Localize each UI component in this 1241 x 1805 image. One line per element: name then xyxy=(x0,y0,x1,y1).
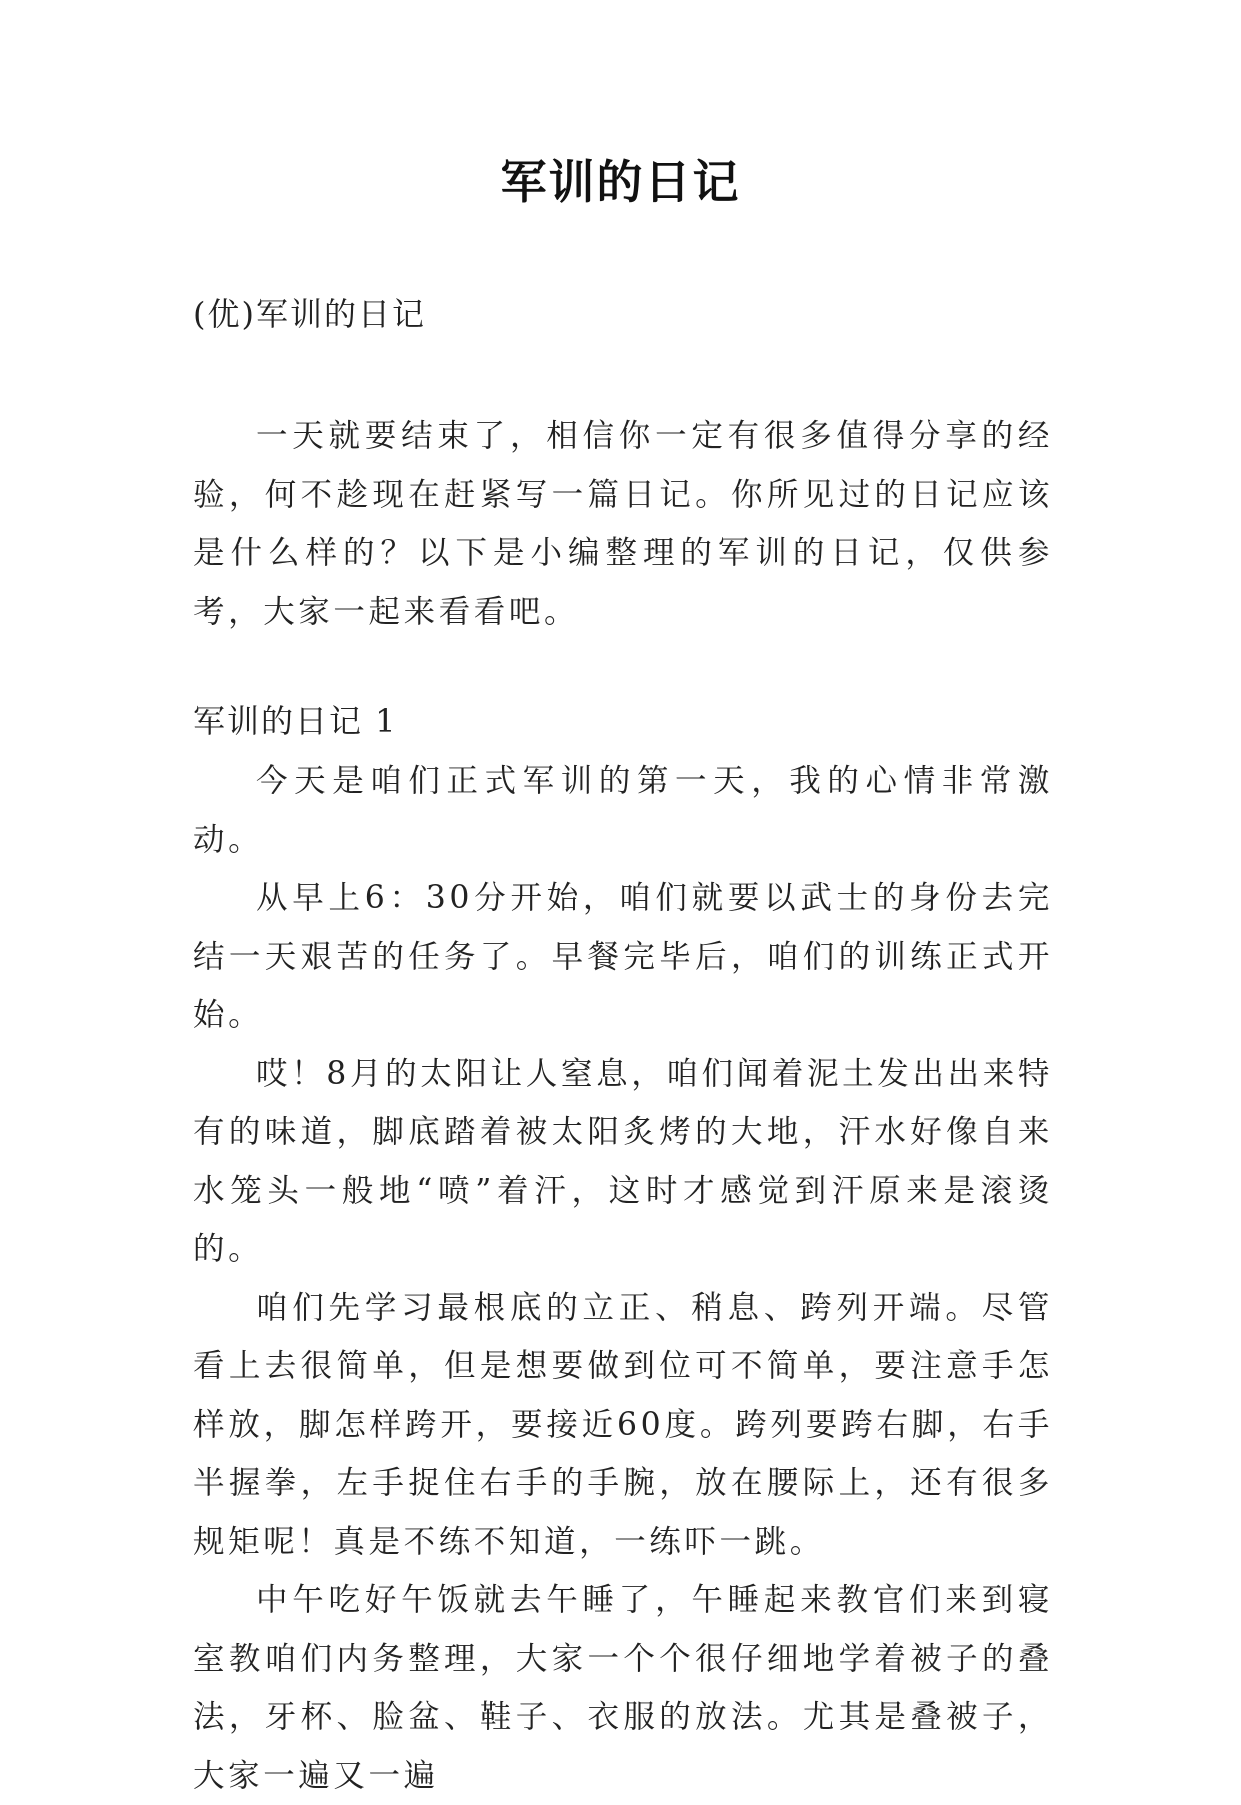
intro-paragraph: 一天就要结束了，相信你一定有很多值得分享的经验，何不趁现在赶紧写一篇日记。你所见过的日记应该是什么样的？以下是小编整理的军训的日记，仅供参考，大家一起来看看吧。 xyxy=(193,418,1053,630)
body-paragraph: 今天是咱们正式军训的第一天，我的心情非常激动。 xyxy=(193,763,1053,858)
intro-block xyxy=(193,407,1053,641)
section-title: 军训的日记 1 xyxy=(193,702,398,740)
body-paragraph: 哎！8月的太阳让人窒息，咱们闻着泥土发出出来特有的味道，脚底踏着被太阳炙烤的大地，汗水好像自来水笼头一般地“喷”着汗，这时才感觉到汗原来是滚烫的。 xyxy=(193,1055,1053,1267)
document-title: 军训的日记 xyxy=(500,155,741,209)
diary-body xyxy=(193,752,1053,1805)
body-paragraph: 中午吃好午饭就去午睡了，午睡起来教官们来到寝室教咱们内务整理，大家一个个很仔细地学着被子的叠法，牙杯、脸盆、鞋子、衣服的放法。尤其是叠被子，大家一遍又一遍 xyxy=(193,1582,1053,1794)
body-paragraph: 从早上6：30分开始，咱们就要以武士的身份去完结一天艰苦的任务了。早餐完毕后，咱们的训练正式开始。 xyxy=(193,880,1053,1033)
document-subheading: (优)军训的日记 xyxy=(193,295,426,333)
body-paragraph: 咱们先学习最根底的立正、稍息、跨列开端。尽管看上去很简单，但是想要做到位可不简单，要注意手怎样放，脚怎样跨开，要接近60度。跨列要跨右脚，右手半握拳，左手捉住右手的手腕，放在腰际上，还有很多规矩呢！真是不练不知道，一练吓一跳。 xyxy=(193,1289,1053,1560)
